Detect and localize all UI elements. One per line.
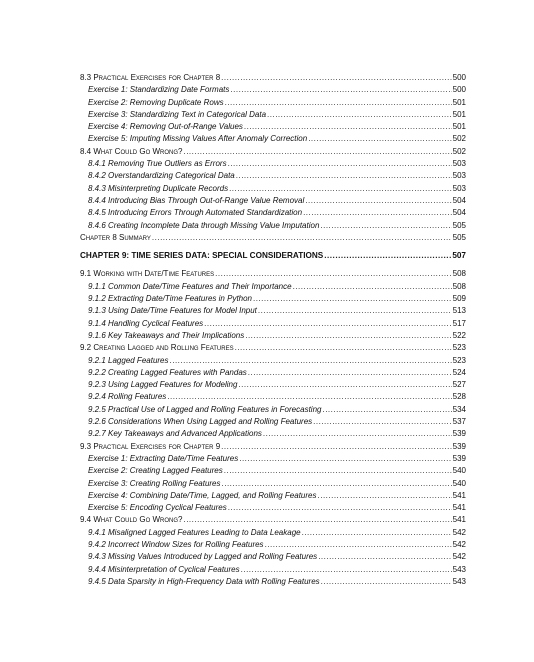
toc-entry-title: Exercise 4: Removing Out-of-Range Values [88,122,243,132]
toc-entry[interactable] [80,281,466,293]
toc-entry[interactable] [80,514,466,526]
toc-leader-dots [267,109,452,121]
toc-page-number: 542 [452,539,466,549]
toc-entry-title: Exercise 2: Removing Duplicate Rows [88,97,224,107]
toc-entry[interactable] [80,97,466,109]
toc-entry[interactable] [80,465,466,477]
toc-entry-title: 9.2.3 Using Lagged Features for Modeling [88,380,238,390]
toc-page-number: 505 [452,220,466,230]
toc-leader-dots [305,195,451,207]
toc-leader-dots [239,453,451,465]
toc-leader-dots [225,97,452,109]
toc-entry-title: 8.4.3 Misinterpreting Duplicate Records [88,183,229,193]
toc-page-number: 542 [452,527,466,537]
toc-page-number: 537 [452,417,466,427]
toc-entry[interactable] [80,109,466,121]
toc-page-number: 534 [452,404,466,414]
toc-entry[interactable] [80,428,466,440]
toc-entry-title: 9.1.4 Handling Cyclical Features [88,318,204,328]
toc-page-number: 527 [452,380,466,390]
toc-leader-dots [263,428,452,440]
toc-entry-title: 9.4.3 Missing Values Introduced by Lagged and Rolling Features [88,552,318,562]
toc-leader-dots [322,404,451,416]
toc-entry-title: 9.2.6 Considerations When Using Lagged and Rolling Features [88,417,313,427]
toc-leader-dots [320,220,451,232]
toc-leader-dots [238,379,451,391]
toc-entry[interactable] [80,441,466,453]
toc-entry-title: Exercise 3: Creating Rolling Features [88,478,221,488]
toc-entry-title: 9.4.4 Misinterpretation of Cyclical Features [88,564,240,574]
toc-entry[interactable] [80,453,466,465]
toc-entry[interactable] [80,342,466,354]
toc-leader-dots [265,539,452,551]
toc-entry[interactable] [80,490,466,502]
toc-page-number: 502 [452,134,466,144]
toc-page-number: 543 [452,564,466,574]
toc-entry[interactable] [80,502,466,514]
toc-page-number: 540 [452,478,466,488]
toc-entry[interactable] [80,539,466,551]
toc-entry[interactable] [80,121,466,133]
toc-entry[interactable] [80,478,466,490]
toc-entry-title: Exercise 2: Creating Lagged Features [88,466,223,476]
toc-page-number: 539 [452,453,466,463]
toc-leader-dots [313,416,452,428]
toc-entry[interactable] [80,84,466,96]
toc-entry-title: 9.2.5 Practical Use of Lagged and Rolling Features in Forecasting [88,404,322,414]
toc-entry[interactable] [80,416,466,428]
toc-entry[interactable] [80,330,466,342]
toc-entry[interactable] [80,404,466,416]
toc-leader-dots [293,281,452,293]
toc-entry-title: 8.4.6 Creating Incomplete Data through Missing Value Imputation [88,220,320,230]
toc-page-number: 513 [452,306,466,316]
toc-leader-dots [321,576,452,588]
toc-entry-title: 9.1.1 Common Date/Time Features and Their Importance [88,281,292,291]
toc-entry-title: 8.4.2 Overstandardizing Categorical Data [88,171,235,181]
toc-entry[interactable] [80,564,466,576]
toc-entry-title: 9.1.6 Key Takeaways and Their Implications [88,330,245,340]
toc-entry[interactable] [80,305,466,317]
toc-page-number: 522 [452,330,466,340]
toc-entry-title: 9.4.5 Data Sparsity in High-Frequency Data with Rolling Features [88,576,320,586]
toc-leader-dots [303,207,452,219]
toc-leader-dots [215,268,452,280]
toc-page-number: 528 [452,392,466,402]
toc-leader-dots [170,355,452,367]
toc-page-number: 507 [452,251,466,261]
toc-page-number: 502 [452,146,466,156]
toc-page-number: 524 [452,367,466,377]
toc-entry-title: Exercise 3: Standardizing Text in Categorical Data [88,109,267,119]
toc-entry[interactable] [80,183,466,195]
toc-entry[interactable] [80,293,466,305]
toc-page-number: 503 [452,171,466,181]
toc-page-number: 505 [452,232,466,242]
toc-leader-dots [228,158,452,170]
toc-leader-dots [253,293,452,305]
toc-entry-title: Exercise 5: Encoding Cyclical Features [88,503,227,513]
toc-page-number: 523 [452,343,466,353]
toc-entry[interactable] [80,195,466,207]
toc-leader-dots [245,330,451,342]
toc-entry-title: 9.4.2 Incorrect Window Sizes for Rolling Features [88,539,264,549]
toc-leader-dots [152,232,452,244]
toc-entry-title: Chapter 8 Summary [80,232,151,242]
toc-page-number: 543 [452,576,466,586]
toc-page-number: 504 [452,208,466,218]
toc-leader-dots [230,84,451,96]
toc-leader-dots [235,342,452,354]
toc-leader-dots [236,170,452,182]
toc-leader-dots [308,133,451,145]
toc-leader-dots [183,514,451,526]
toc-page-number: 523 [452,355,466,365]
toc-page-number: 508 [452,281,466,291]
toc-page-number: 539 [452,441,466,451]
toc-entry[interactable] [80,268,466,280]
toc-leader-dots [221,441,451,453]
toc-page-number: 503 [452,159,466,169]
toc-entry[interactable] [80,355,466,367]
toc-entry-title: 9.2.4 Rolling Features [88,392,167,402]
toc-page-number: 501 [452,122,466,132]
toc-entry[interactable] [80,170,466,182]
toc-entry-title: 9.2.2 Creating Lagged Features with Pandas [88,367,247,377]
toc-page-number: 541 [452,503,466,513]
toc-entry-title: 9.1 Working with Date/Time Features [80,269,215,279]
toc-entry[interactable] [80,367,466,379]
toc-page-number: 517 [452,318,466,328]
toc-entry-title: 9.1.3 Using Date/Time Features for Model Input [88,306,257,316]
table-of-contents [80,72,466,588]
toc-page-number: 500 [452,73,466,82]
toc-entry[interactable] [80,158,466,170]
toc-page-number: 539 [452,429,466,439]
toc-page-number: 508 [452,269,466,279]
toc-entry-title: Exercise 1: Extracting Date/Time Features [88,453,239,463]
toc-leader-dots [224,465,452,477]
toc-leader-dots [167,391,451,403]
toc-leader-dots [222,478,452,490]
toc-entry[interactable] [80,391,466,403]
toc-entry-title: 9.3 Practical Exercises for Chapter 9 [80,441,221,451]
toc-leader-dots [221,72,451,84]
toc-entry-title: 9.2 Creating Lagged and Rolling Features [80,343,234,353]
toc-entry[interactable] [80,133,466,145]
toc-entry[interactable] [80,220,466,232]
toc-page-number: 541 [452,515,466,525]
toc-entry-title: Exercise 5: Imputing Missing Values After Anomaly Correction [88,134,308,144]
toc-entry[interactable] [80,379,466,391]
toc-page-number: 542 [452,552,466,562]
toc-entry[interactable] [80,576,466,588]
toc-entry-title: 8.4.4 Introducing Bias Through Out-of-Range Value Removal [88,195,305,205]
toc-entry-title: 9.1.2 Extracting Date/Time Features in Python [88,294,253,304]
toc-page-number: 509 [452,294,466,304]
toc-entry-title: Exercise 1: Standardizing Date Formats [88,85,230,95]
toc-leader-dots [229,183,452,195]
toc-entry-title: Exercise 4: Combining Date/Time, Lagged, and Rolling Features [88,490,317,500]
toc-entry-title: CHAPTER 9: TIME SERIES DATA: SPECIAL CONSIDERATIONS [80,251,324,261]
toc-leader-dots [248,367,452,379]
toc-page-number: 500 [452,85,466,95]
toc-entry-title: 9.2.7 Key Takeaways and Advanced Applications [88,429,262,439]
toc-leader-dots [183,146,451,158]
toc-leader-dots [204,318,451,330]
toc-entry-title: 8.4.5 Introducing Errors Through Automated Standardization [88,208,303,218]
toc-leader-dots [318,551,451,563]
toc-page-number: 541 [452,490,466,500]
toc-entry-title: 8.3 Practical Exercises for Chapter 8 [80,73,221,82]
toc-entry[interactable] [80,207,466,219]
toc-leader-dots [228,502,452,514]
toc-entry[interactable] [80,232,466,244]
toc-page-number: 501 [452,109,466,119]
toc-page-number: 501 [452,97,466,107]
toc-entry[interactable] [80,527,466,539]
toc-leader-dots [241,564,452,576]
toc-entry-title: 9.2.1 Lagged Features [88,355,169,365]
toc-leader-dots [324,250,451,262]
toc-leader-dots [318,490,452,502]
toc-chapter-entry[interactable] [80,250,466,262]
toc-entry-title: 9.4.1 Misaligned Lagged Features Leading to Data Leakage [88,527,301,537]
toc-page-number: 503 [452,183,466,193]
toc-entry-title: 8.4.1 Removing True Outliers as Errors [88,159,227,169]
toc-entry[interactable] [80,551,466,563]
toc-leader-dots [302,527,452,539]
toc-leader-dots [258,305,452,317]
toc-entry[interactable] [80,146,466,158]
toc-entry-title: 8.4 What Could Go Wrong? [80,146,183,156]
toc-entry[interactable] [80,318,466,330]
toc-entry-title: 9.4 What Could Go Wrong? [80,515,183,525]
toc-page-number: 540 [452,466,466,476]
toc-page-number: 504 [452,195,466,205]
toc-entry[interactable] [80,72,466,84]
toc-leader-dots [244,121,452,133]
